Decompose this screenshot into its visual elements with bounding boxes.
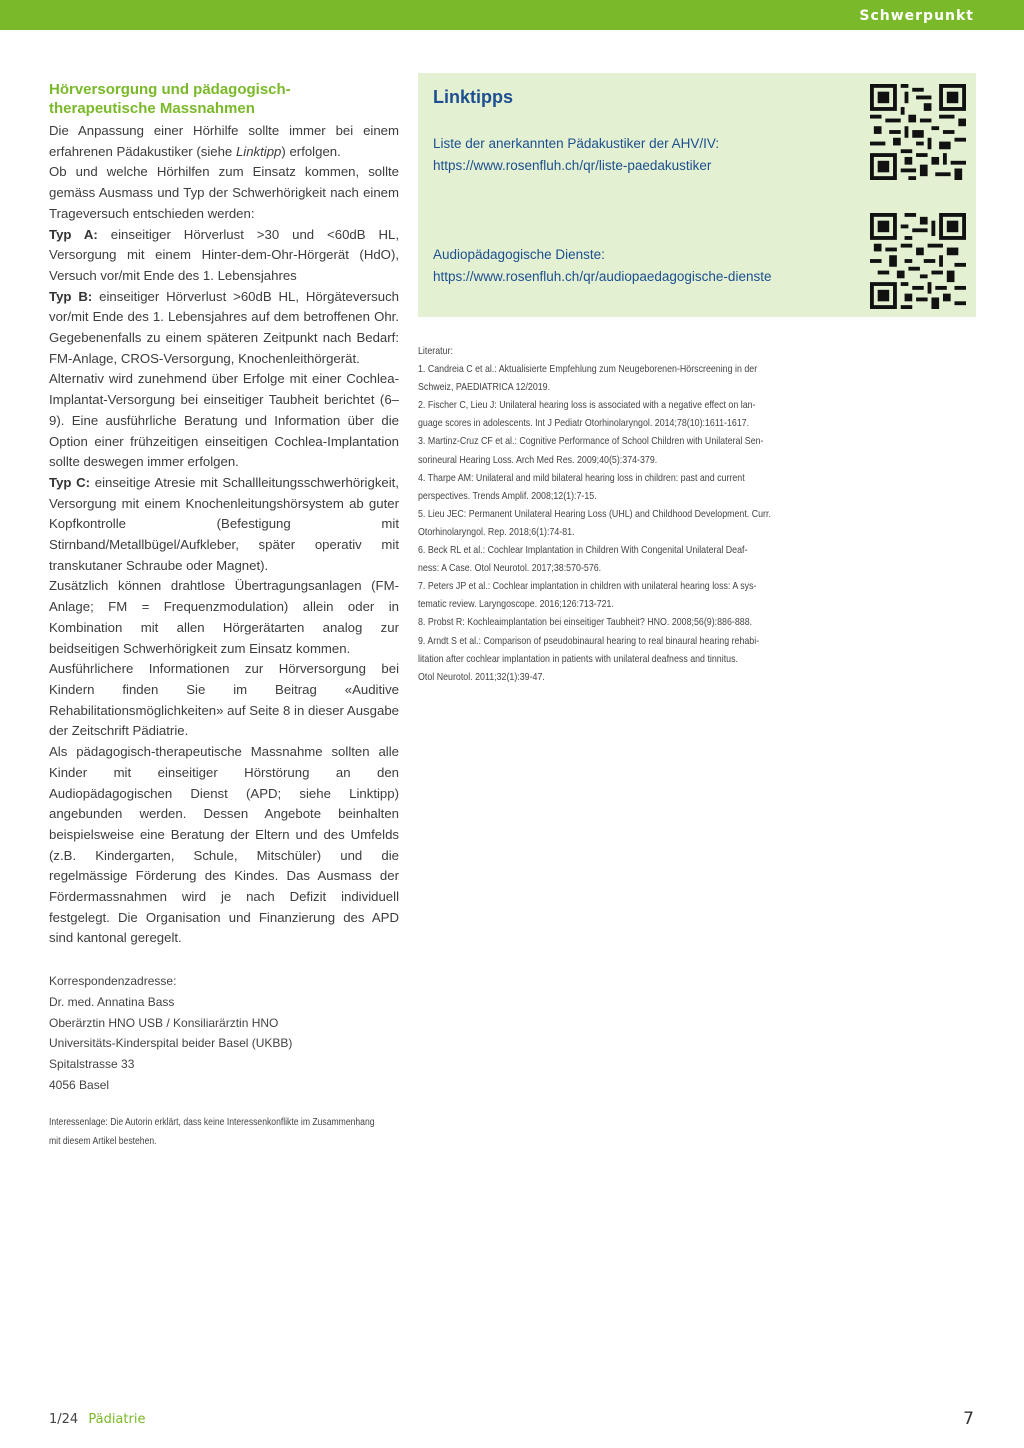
literature-line: ness: A Case. Otol Neurotol. 2017;38:570-576. — [418, 563, 602, 575]
interest-line: mit diesem Artikel bestehen. — [49, 1136, 157, 1148]
typ-b-text: einseitiger Hörverlust >60dB HL, Hörgäteversuch vor/mit Ende des 1. Lebensjahres auf dem betroffenen Ohr. Gegebenenfalls zu einem späteren Zeitpunkt nach Bedarf: FM-Anlage, CROS-Versorgung, Knochenleithörgerät. — [49, 288, 399, 366]
typ-a-text: einseitiger Hörverlust >30 und <60dB HL, Versorgung mit einem Hinter-dem-Ohr-Hörgerät (HdO), Versuch vor/mit Ende des 1. Lebensjahres — [49, 226, 399, 283]
literature-line: Otorhinolaryngol. Rep. 2018;6(1):74-81. — [418, 526, 575, 538]
correspondence-line: Spitalstrasse 33 — [49, 1056, 135, 1071]
correspondence-line: Korrespondenzadresse: — [49, 974, 177, 989]
literature-line: 2. Fischer C, Lieu J: Unilateral hearing loss is associated with a negative effect on lan- — [418, 400, 756, 412]
correspondence-address — [49, 971, 399, 1095]
article-heading-line2: therapeutische Massnahmen — [49, 100, 255, 117]
literature-line: Otol Neurotol. 2011;32(1):39-47. — [418, 671, 545, 683]
typ-c-label: Typ C: — [49, 474, 91, 490]
literature-line: guage scores in adolescents. Int J Pediatr Otorhinolaryngol. 2014;78(10):1611-1617. — [418, 418, 750, 430]
paragraph-typ-b — [49, 287, 399, 370]
literature-line: tematic review. Laryngoscope. 2016;126:713-721. — [418, 599, 614, 611]
correspondence-line: Dr. med. Annatina Bass — [49, 994, 175, 1009]
link-block-paedakustiker — [433, 133, 853, 177]
page-number: 7 — [963, 1409, 974, 1429]
page-footer — [49, 1412, 145, 1427]
paragraph-typ-c — [49, 473, 399, 577]
literature-line: Literatur: — [418, 346, 453, 357]
literature-line: 9. Arndt S et al.: Comparison of pseudobinaural hearing to real binaural hearing rehabi- — [418, 635, 760, 647]
literature-line: perspectives. Trends Amplif. 2008;12(1):7-15. — [418, 490, 597, 502]
paragraph-fm: Zusätzlich können drahtlose Übertragungsanlagen (FM-Anlage; FM = Frequenzmodulation) allein oder in Kombination mit allen Hörgerätarten analog zur beidseitigen Schwerhörigkeit zum Einsatz kommen. — [49, 578, 399, 656]
link-label: Audiopädagogische Dienste: — [433, 247, 605, 262]
literature-line: litation after cochlear implantation in patients with unilateral deafness and tinnitus. — [418, 653, 738, 665]
paragraph-apd: Als pädagogisch-therapeutische Massnahme sollten alle Kinder mit einseitiger Hörstörung an den Audiopädagogischen Dienst (APD; siehe Linktipp) angebunden werden. Dessen Angebote beinhalten beispielsweise eine Beratung der Eltern und des Umfelds (z.B. Kindergarten, Schule, Mitschüler) und die regelmässige Förderung des Kindes. Das Ausmass der Fördermassnahmen wird je nach Defizit individuell festgelegt. Die Organisation und Finanzierung des APD sind kantonal geregelt. — [49, 744, 399, 946]
link-block-apd — [433, 244, 853, 288]
typ-c-text: einseitige Atresie mit Schallleitungsschwerhörigkeit, Versorgung mit einem Knochenleitungshörsystem ab guter Kopfkontrolle (Befestigung mit Stirnband/Metallbügel/Aufkleber, später operativ mit transkutaner Schraube oder Magnet). — [49, 474, 400, 573]
link-label: Liste der anerkannten Pädakustiker der AHV/IV: — [433, 136, 720, 151]
interest-line: Interessenlage: Die Autorin erklärt, dass keine Interessenkonflikte im Zusammenhang — [49, 1117, 375, 1129]
literature-line: 5. Lieu JEC: Permanent Unilateral Hearing Loss (UHL) and Childhood Development. Curr. — [418, 508, 771, 520]
correspondence-line: 4056 Basel — [49, 1077, 110, 1092]
paragraph-more-info: Ausführlichere Informationen zur Hörversorgung bei Kindern finden Sie im Beitrag «Auditive Rehabilitationsmöglichkeiten» auf Seite 8 in dieser Ausgabe der Zeitschrift Pädiatrie. — [49, 661, 399, 739]
issue-number: 1/24 — [49, 1412, 79, 1427]
paragraph-text: Die Anpassung einer Hörhilfe sollte immer bei einem erfahrenen Pädakustiker (siehe — [49, 123, 399, 159]
literature-line: 7. Peters JP et al.: Cochlear implantation in children with unilateral hearing loss: A sys- — [418, 581, 757, 593]
paragraph-typ-a — [49, 225, 399, 287]
typ-a-label: Typ A: — [49, 226, 98, 242]
literature-line: 3. Martinz-Cruz CF et al.: Cognitive Performance of School Children with Unilateral Sen- — [418, 436, 764, 448]
link-url-apd[interactable]: https://www.rosenfluh.ch/qr/audiopaedagogische-dienste — [433, 269, 772, 284]
magazine-name: Pädiatrie — [88, 1412, 146, 1427]
article-heading-line1: Hörversorgung und pädagogisch- — [49, 81, 291, 98]
conflict-of-interest — [49, 1113, 400, 1151]
paragraph-cochlea: Alternativ wird zunehmend über Erfolge mit einer Cochlea-Implantat-Versorgung bei einseitiger Taubheit berichtet (6–9). Eine ausführliche Beratung und Information über die Option einer frühzeitigen einseitigen Cochlea-Implantation sollte deswegen immer erfolgen. — [49, 371, 399, 470]
literature-line: 4. Tharpe AM: Unilateral and mild bilateral hearing loss in children: past and current — [418, 472, 745, 484]
literature-line: 8. Probst R: Kochleaimplantation bei einseitiger Taubheit? HNO. 2008;56(9):886-888. — [418, 617, 753, 629]
paragraph-fitting — [49, 121, 399, 162]
section-header-bar — [0, 0, 1024, 30]
article-column — [49, 80, 399, 1151]
qr-code-icon[interactable] — [870, 84, 966, 180]
literature-list — [418, 343, 771, 687]
correspondence-line: Oberärztin HNO USB / Konsiliarärztin HNO — [49, 1015, 279, 1030]
literature-line: Schweiz, PAEDIATRICA 12/2019. — [418, 382, 551, 394]
correspondence-line: Universitäts-Kinderspital beider Basel (UKBB) — [49, 1036, 293, 1051]
linktipps-box — [418, 73, 976, 317]
paragraph-hearing-aids: Ob und welche Hörhilfen zum Einsatz kommen, sollte gemäss Ausmass und Typ der Schwerhörigkeit nach einem Trageversuch entschieden werden: — [49, 164, 399, 221]
article-heading — [49, 80, 399, 118]
literature-line: 1. Candreia C et al.: Aktualisierte Empfehlung zum Neugeborenen-Hörscreening in der — [418, 364, 758, 376]
literature-line: sorineural Hearing Loss. Arch Med Res. 2009;40(5):374-379. — [418, 454, 658, 466]
link-url-paedakustiker[interactable]: https://www.rosenfluh.ch/qr/liste-paedakustiker — [433, 158, 712, 173]
section-title: Schwerpunkt — [859, 8, 974, 24]
linktipps-title: Linktipps — [433, 87, 513, 107]
linktipp-reference: Linktipp — [235, 143, 282, 159]
paragraph-text: ) erfolgen. — [281, 143, 341, 159]
literature-line: 6. Beck RL et al.: Cochlear Implantation in Children With Congenital Unilateral Deaf- — [418, 545, 748, 557]
typ-b-label: Typ B: — [49, 288, 93, 304]
qr-code-icon[interactable] — [870, 213, 966, 309]
